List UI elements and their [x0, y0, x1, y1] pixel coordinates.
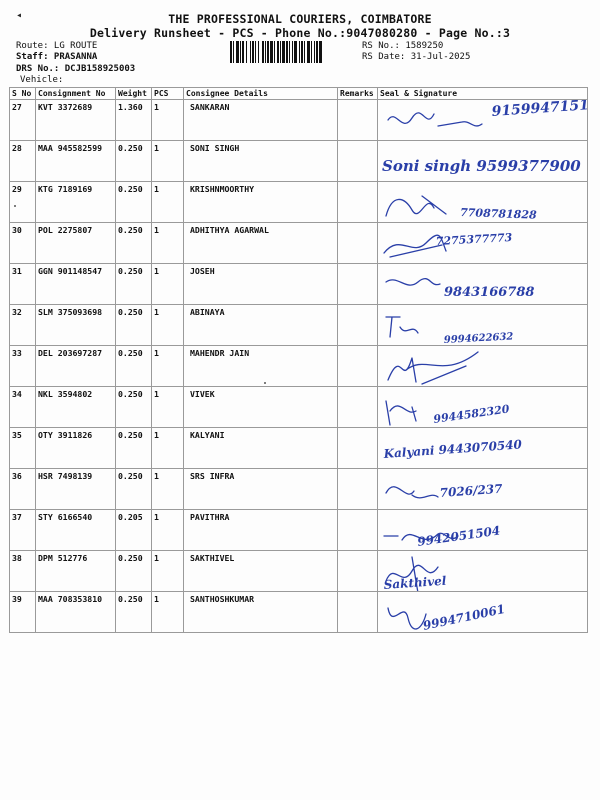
- cell-pcs: 1: [152, 182, 184, 223]
- corner-mark: ◂: [16, 10, 23, 21]
- cell-weight: 0.250: [116, 428, 152, 469]
- cell-weight: 1.360: [116, 100, 152, 141]
- signature-handwriting: 9994622632: [443, 331, 514, 346]
- drs-label: DRS No.: DCJB158925003: [16, 64, 136, 74]
- cell-remarks: [338, 346, 378, 387]
- rs-number: RS No.: 1589250: [362, 41, 444, 51]
- cell-consignment-no: KTG 7189169: [36, 182, 116, 223]
- table-row: [10, 346, 588, 387]
- cell-seal-signature: [378, 469, 588, 510]
- signature-ink: [382, 268, 588, 305]
- cell-consignee: KALYANI: [184, 428, 338, 469]
- signature-handwriting: 9942051504: [416, 523, 502, 549]
- cell-pcs: 1: [152, 346, 184, 387]
- signature-ink: [382, 596, 588, 633]
- signature-scribble: [386, 196, 446, 216]
- cell-seal-signature: [378, 141, 588, 182]
- cell-remarks: [338, 141, 378, 182]
- col-weight: Weight: [116, 88, 152, 100]
- cell-remarks: [338, 264, 378, 305]
- cell-consignment-no: STY 6166540: [36, 510, 116, 551]
- table-row: [10, 223, 588, 264]
- cell-sno: 37: [10, 510, 36, 551]
- cell-pcs: 1: [152, 551, 184, 592]
- table-row: [10, 100, 588, 141]
- signature-handwriting: Kalyani 9443070540: [383, 437, 523, 461]
- signature-ink: [382, 97, 590, 141]
- rs-date: RS Date: 31-Jul-2025: [362, 52, 471, 62]
- cell-consignee: SRS INFRA: [184, 469, 338, 510]
- cell-consignment-no: DEL 203697287: [36, 346, 116, 387]
- cell-consignment-no: KVT 3372689: [36, 100, 116, 141]
- col-consignee: Consignee Details: [184, 88, 338, 100]
- cell-seal-signature: [378, 551, 588, 592]
- cell-seal-signature: [378, 305, 588, 346]
- cell-pcs: 1: [152, 223, 184, 264]
- cell-consignment-no: MAA 945582599: [36, 141, 116, 182]
- signature-ink: [382, 350, 588, 387]
- signature-handwriting: 9994710061: [421, 601, 507, 633]
- table-row: [10, 141, 588, 182]
- delivery-table: [9, 87, 588, 633]
- table-row: [10, 182, 588, 223]
- cell-consignee: JOSEH: [184, 264, 338, 305]
- cell-consignee: ADHITHYA AGARWAL: [184, 223, 338, 264]
- cell-remarks: [338, 223, 378, 264]
- cell-weight: 0.250: [116, 305, 152, 346]
- cell-weight: 0.250: [116, 469, 152, 510]
- table-row: [10, 387, 588, 428]
- signature-scribble: [386, 401, 416, 425]
- signature-ink: [382, 309, 588, 346]
- signature-ink: [382, 555, 588, 592]
- cell-consignee: MAHENDR JAIN: [184, 346, 338, 387]
- cell-pcs: 1: [152, 469, 184, 510]
- cell-sno: 30: [10, 223, 36, 264]
- col-pcs: PCS: [152, 88, 184, 100]
- cell-consignment-no: NKL 3594802: [36, 387, 116, 428]
- cell-remarks: [338, 182, 378, 223]
- scan-speck: [14, 205, 16, 207]
- cell-weight: 0.250: [116, 346, 152, 387]
- company-title: THE PROFESSIONAL COURIERS, COIMBATORE: [168, 12, 432, 26]
- cell-sno: 29: [10, 182, 36, 223]
- cell-sno: 28: [10, 141, 36, 182]
- cell-consignment-no: OTY 3911826: [36, 428, 116, 469]
- col-remarks: Remarks: [338, 88, 378, 100]
- signature-scribble: [386, 279, 440, 285]
- cell-pcs: 1: [152, 264, 184, 305]
- cell-remarks: [338, 510, 378, 551]
- table-row: [10, 592, 588, 633]
- signature-handwriting: 7275377773: [435, 231, 513, 248]
- cell-sno: 34: [10, 387, 36, 428]
- cell-seal-signature: [378, 223, 588, 264]
- cell-remarks: [338, 305, 378, 346]
- cell-consignee: SANTHOSHKUMAR: [184, 592, 338, 633]
- cell-pcs: 1: [152, 510, 184, 551]
- route-label: Route: LG ROUTE: [16, 41, 98, 51]
- cell-sno: 33: [10, 346, 36, 387]
- table-header-row: [10, 88, 588, 100]
- signature-handwriting: 7708781828: [459, 206, 537, 222]
- signature-ink: [382, 514, 588, 551]
- cell-consignment-no: DPM 512776: [36, 551, 116, 592]
- cell-weight: 0.250: [116, 592, 152, 633]
- cell-sno: 31: [10, 264, 36, 305]
- cell-pcs: 1: [152, 387, 184, 428]
- barcode-bar: [322, 41, 323, 63]
- col-sno: S No: [10, 88, 36, 100]
- cell-consignment-no: POL 2275807: [36, 223, 116, 264]
- signature-ink: [382, 227, 588, 264]
- signature-ink: [382, 145, 588, 182]
- signature-handwriting: 9843166788: [444, 285, 535, 300]
- cell-seal-signature: [378, 264, 588, 305]
- cell-remarks: [338, 469, 378, 510]
- cell-seal-signature: [378, 592, 588, 633]
- scan-speck: [264, 382, 266, 384]
- signature-ink: [382, 473, 588, 510]
- cell-consignee: SAKTHIVEL: [184, 551, 338, 592]
- cell-seal-signature: [378, 428, 588, 469]
- cell-weight: 0.250: [116, 387, 152, 428]
- cell-weight: 0.250: [116, 223, 152, 264]
- cell-seal-signature: [378, 182, 588, 223]
- cell-consignment-no: HSR 7498139: [36, 469, 116, 510]
- cell-pcs: 1: [152, 141, 184, 182]
- signature-ink: [382, 432, 588, 469]
- cell-consignee: VIVEK: [184, 387, 338, 428]
- cell-weight: 0.250: [116, 182, 152, 223]
- signature-ink: [382, 391, 588, 428]
- signature-handwriting: 9159947151: [491, 97, 590, 120]
- cell-consignment-no: GGN 901148547: [36, 264, 116, 305]
- cell-remarks: [338, 592, 378, 633]
- table-row: [10, 305, 588, 346]
- table-row: [10, 469, 588, 510]
- staff-label: Staff: PRASANNA: [16, 52, 98, 62]
- cell-remarks: [338, 387, 378, 428]
- vehicle-label: Vehicle:: [20, 75, 64, 85]
- col-consignment: Consignment No: [36, 88, 116, 100]
- cell-consignee: SONI SINGH: [184, 141, 338, 182]
- cell-remarks: [338, 100, 378, 141]
- signature-handwriting: 7026/237: [439, 481, 503, 500]
- signature-handwriting: Sakthivel: [383, 573, 447, 592]
- signature-scribble: [386, 487, 438, 498]
- cell-sno: 39: [10, 592, 36, 633]
- cell-consignee: ABINAYA: [184, 305, 338, 346]
- cell-pcs: 1: [152, 305, 184, 346]
- runsheet-subtitle: Delivery Runsheet - PCS - Phone No.:9047080280 - Page No.:3: [89, 26, 511, 40]
- cell-remarks: [338, 428, 378, 469]
- cell-seal-signature: [378, 97, 590, 141]
- cell-sno: 32: [10, 305, 36, 346]
- cell-consignee: PAVITHRA: [184, 510, 338, 551]
- cell-seal-signature: [378, 387, 588, 428]
- cell-seal-signature: [378, 346, 588, 387]
- cell-weight: 0.250: [116, 141, 152, 182]
- signature-scribble: [388, 608, 426, 629]
- signature-ink: [382, 186, 588, 223]
- cell-sno: 36: [10, 469, 36, 510]
- signature-handwriting: Soni singh 9599377900: [382, 157, 581, 175]
- cell-consignee: SANKARAN: [184, 100, 338, 141]
- col-seal-signature: Seal & Signature: [378, 88, 588, 100]
- cell-weight: 0.250: [116, 264, 152, 305]
- cell-weight: 0.250: [116, 551, 152, 592]
- table-row: [10, 510, 588, 551]
- signature-handwriting: 9944582320: [432, 402, 511, 426]
- cell-sno: 35: [10, 428, 36, 469]
- table-row: [10, 428, 588, 469]
- table-row: [10, 264, 588, 305]
- cell-remarks: [338, 551, 378, 592]
- signature-scribble: [386, 317, 418, 337]
- cell-pcs: 1: [152, 428, 184, 469]
- drs-barcode: [230, 41, 356, 63]
- cell-seal-signature: [378, 510, 588, 551]
- cell-weight: 0.205: [116, 510, 152, 551]
- cell-sno: 27: [10, 100, 36, 141]
- cell-consignment-no: MAA 708353810: [36, 592, 116, 633]
- signature-scribble: [388, 352, 478, 384]
- cell-pcs: 1: [152, 592, 184, 633]
- cell-consignment-no: SLM 375093698: [36, 305, 116, 346]
- signature-scribble: [388, 113, 482, 126]
- table-row: [10, 551, 588, 592]
- cell-pcs: 1: [152, 100, 184, 141]
- cell-consignee: KRISHNMOORTHY: [184, 182, 338, 223]
- cell-sno: 38: [10, 551, 36, 592]
